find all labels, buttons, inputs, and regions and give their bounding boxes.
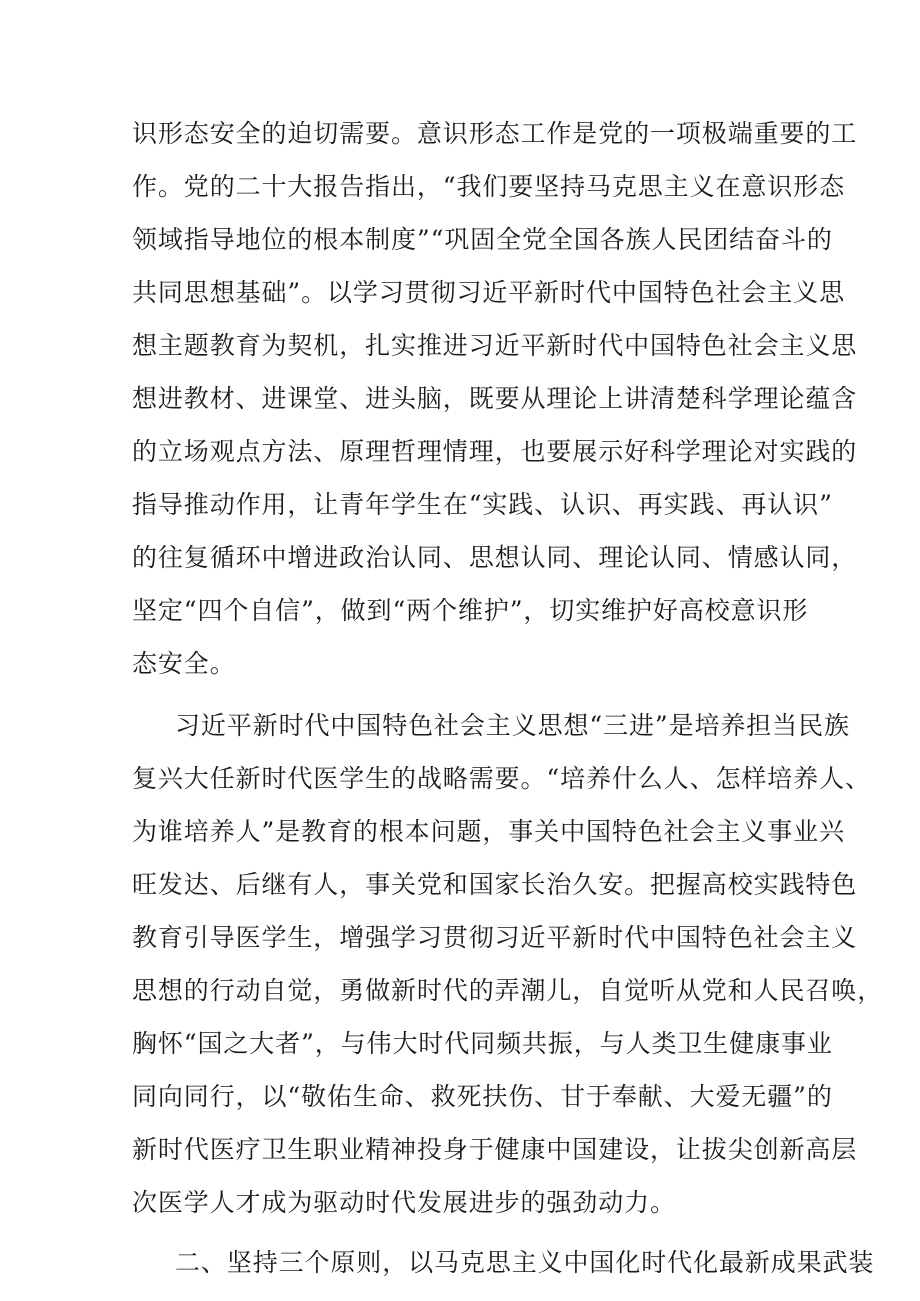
paragraph-first-line: 习近平新时代中国特色社会主义思想“三进”是培养担当民族 xyxy=(175,711,850,740)
text-line: 同向同行，以“敬佑生命、救死扶伤、甘于奉献、大爱无疆”的 xyxy=(132,1082,833,1111)
section-heading: 二、坚持三个原则，以马克思主义中国化时代化最新成果武装 xyxy=(175,1248,875,1277)
text-line: 想进教材、进课堂、进头脑，既要从理论上讲清楚科学理论蕴含 xyxy=(132,384,858,413)
text-line: 识形态安全的迫切需要。意识形态工作是党的一项极端重要的工 xyxy=(132,119,858,148)
text-line: 作。党的二十大报告指出，“我们要坚持马克思主义在意识形态 xyxy=(132,172,845,201)
text-line: 胸怀“国之大者”，与伟大时代同频共振，与人类卫生健康事业 xyxy=(132,1029,833,1058)
text-line: 坚定“四个自信”，做到“两个维护”，切实维护好高校意识形 xyxy=(132,596,809,625)
text-line: 思想的行动自觉，勇做新时代的弄潮儿，自觉听从党和人民召唤， xyxy=(132,976,884,1005)
text-line: 想主题教育为契机，扎实推进习近平新时代中国特色社会主义思 xyxy=(132,331,858,360)
text-line: 旺发达、后继有人，事关党和国家长治久安。把握高校实践特色 xyxy=(132,870,858,899)
text-line: 指导推动作用，让青年学生在“实践、认识、再实践、再认识” xyxy=(132,490,833,519)
text-line: 共同思想基础”。以学习贯彻习近平新时代中国特色社会主义思 xyxy=(132,278,845,307)
text-line: 新时代医疗卫生职业精神投身于健康中国建设，让拔尖创新高层 xyxy=(132,1135,858,1164)
text-line: 为谁培养人”是教育的根本问题，事关中国特色社会主义事业兴 xyxy=(132,817,845,846)
text-line: 复兴大任新时代医学生的战略需要。“培养什么人、怎样培养人、 xyxy=(132,764,871,793)
text-line: 教育引导医学生，增强学习贯彻习近平新时代中国特色社会主义 xyxy=(132,923,858,952)
text-line: 次医学人才成为驱动时代发展进步的强劲动力。 xyxy=(132,1188,676,1217)
text-line: 的往复循环中增进政治认同、思想认同、理论认同、情感认同， xyxy=(132,543,858,572)
text-line: 态安全。 xyxy=(132,649,236,678)
text-line: 的立场观点方法、原理哲理情理，也要展示好科学理论对实践的 xyxy=(132,437,858,466)
text-line: 领域指导地位的根本制度”“巩固全党全国各族人民团结奋斗的 xyxy=(132,225,833,254)
